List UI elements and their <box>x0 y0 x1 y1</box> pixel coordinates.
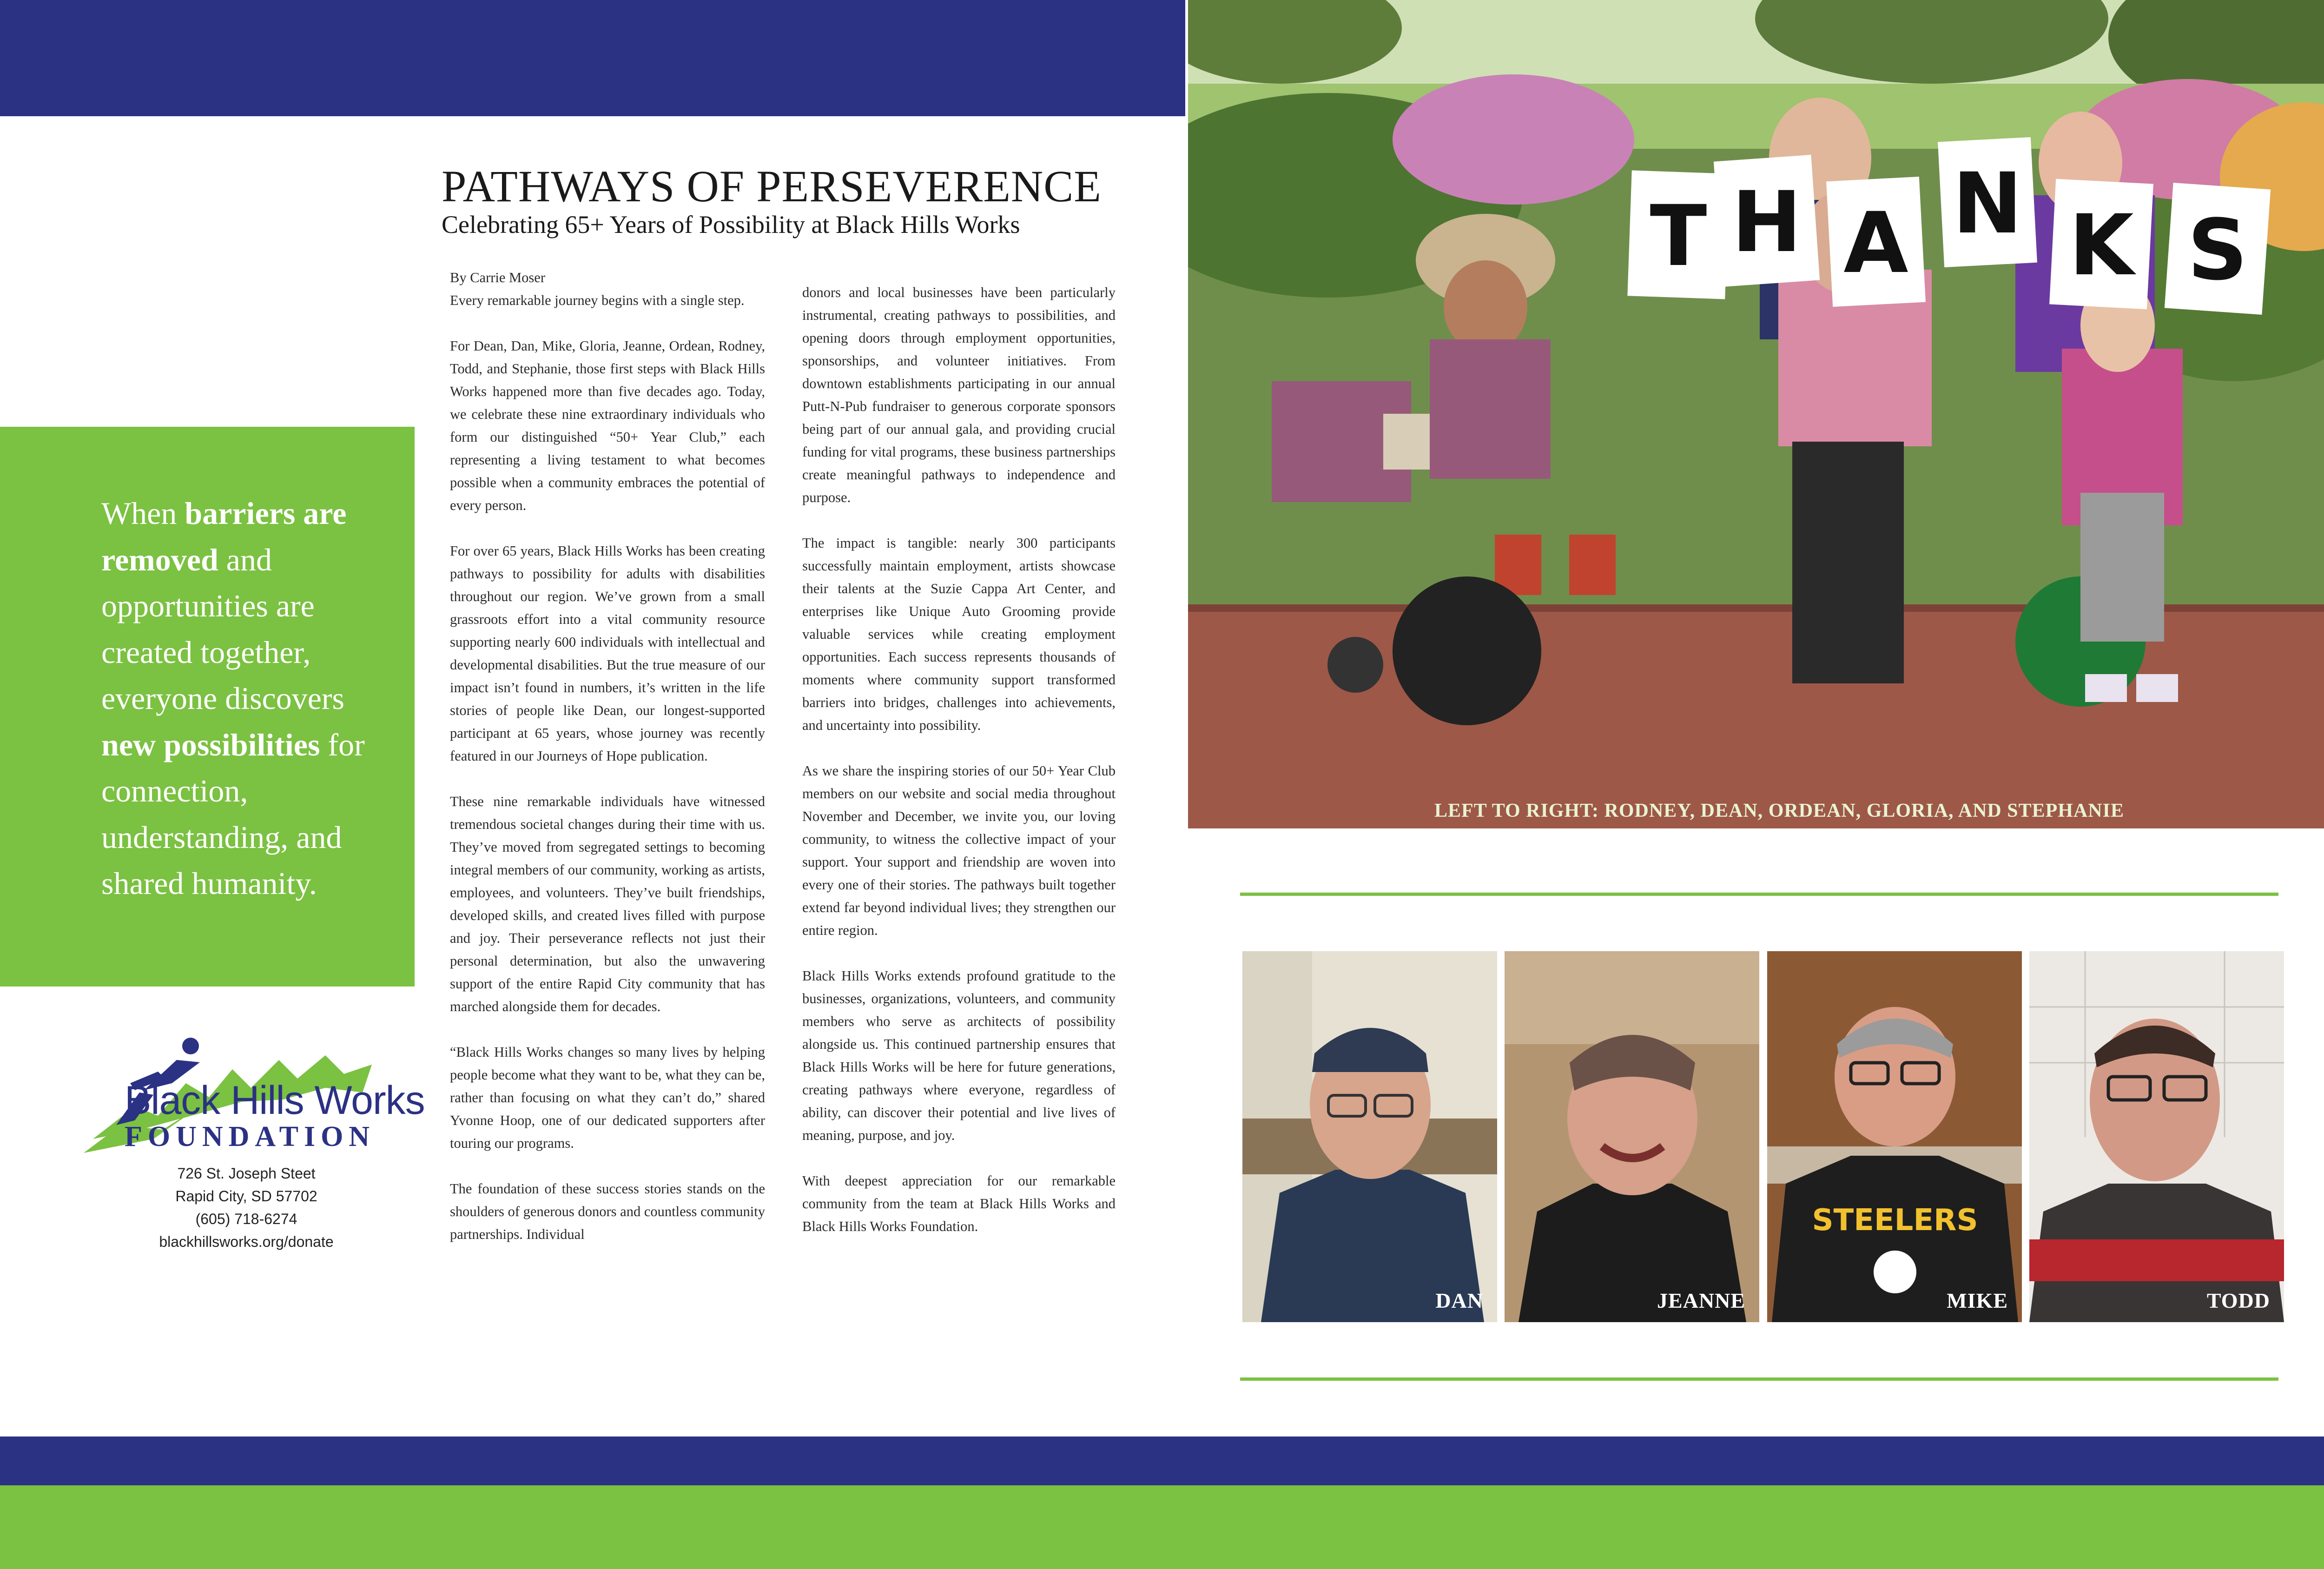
paragraph: As we share the inspiring stories of our 50+ Year Club members on our website and social media throughout November and December, we invite you, our loving community, to witness the collective impact of your support. Your support and friendship are woven into every one of their stories. The pathways built together extend far beyond individual lives; they strengthen our entire region. <box>802 763 1116 938</box>
paragraph: donors and local businesses have been particularly instrumental, creating pathways to possibilities, and opening doors through employment opportunities, sponsorships, and volunteer initiatives. From downtown establishments participating in our annual Putt-N-Pub fundraiser to generous corporate sponsors being part of our annual gala, and providing crucial funding for vital programs, these business partnerships create meaningful pathways to independence and purpose. <box>802 285 1116 505</box>
thanks-letter-s: S <box>2187 202 2248 299</box>
paragraph: Black Hills Works extends profound gratitude to the businesses, organizations, volunteers, and community members who serve as architects of possibility alongside us. This continued partnership ensures that Black Hills Works will be here for future generations, creating pathways where everyone, regardless of ability, can discover their potential and live lives of meaning, purpose, and joy. <box>802 968 1116 1143</box>
portrait-label: JEANNE <box>1657 1289 1745 1312</box>
top-navy-band <box>0 0 1185 116</box>
phone-number: (605) 718-6274 <box>195 1211 297 1227</box>
portrait-todd <box>2029 951 2284 1322</box>
portrait-mike-image <box>1767 951 2022 1322</box>
portrait-dan <box>1242 951 1497 1322</box>
article-column-1 <box>450 266 765 1269</box>
paragraph: Every remarkable journey begins with a single step. <box>450 292 745 308</box>
paragraph: “Black Hills Works changes so many lives by helping people become what they want to be, what they can be, rather than focusing on what they can’t do,” shared Yvonne Hoop, one of our dedicated supporters after touring our programs. <box>450 1044 765 1151</box>
street-address: 726 St. Joseph Steet <box>177 1165 316 1182</box>
donate-link[interactable]: blackhillsworks.org/donate <box>159 1233 334 1250</box>
portrait-mike <box>1767 951 2022 1322</box>
article-title: PATHWAYS OF PERSEVERENCE <box>442 161 1102 211</box>
article-subtitle: Celebrating 65+ Years of Possibility at Black Hills Works <box>442 211 1020 238</box>
paragraph: For Dean, Dan, Mike, Gloria, Jeanne, Ordean, Rodney, Todd, and Stephanie, those first steps with Black Hills Works happened more than five decades ago. Today, we celebrate these nine extraordinary individuals who form our distinguished “50+ Year Club,” each representing a living testament to what becomes possible when a community embraces the potential of every person. <box>450 338 765 513</box>
photo-caption: LEFT TO RIGHT: RODNEY, DEAN, ORDEAN, GLORIA, AND STEPHANIE <box>1434 800 2124 821</box>
thanks-letter-h: H <box>1731 174 1802 271</box>
divider-rule <box>1240 893 2278 896</box>
logo-wordmark: Black Hills Works <box>125 1078 425 1123</box>
logo-foundation: FOUNDATION <box>125 1121 376 1152</box>
paragraph: With deepest appreciation for our remarkable community from the team at Black Hills Works and Black Hills Works Foundation. <box>802 1173 1116 1234</box>
portrait-jeanne <box>1505 951 1759 1322</box>
thanks-letter-n: N <box>1952 155 2023 252</box>
pull-quote: When barriers are removed and opportunities are created together, everyone discovers new possibilities for connection, understanding, and shared humanity. <box>101 496 365 901</box>
portrait-dan-image <box>1242 951 1497 1322</box>
portrait-todd-image <box>2029 951 2284 1322</box>
portrait-label: TODD <box>2206 1289 2270 1312</box>
byline: By Carrie Moser <box>450 270 545 285</box>
group-thanks-photo <box>1188 0 2324 828</box>
portrait-jeanne-image <box>1505 951 1759 1322</box>
thanks-letter-t: T <box>1650 188 1707 285</box>
paragraph: For over 65 years, Black Hills Works has been creating pathways to possibility for adults with disabilities throughout our region. We’ve grown from a small grassroots effort into a vital community resource supporting nearly 600 individuals with intellectual and developmental disabilities. But the true measure of our impact isn’t found in numbers, it’s written in the life stories of people like Dean, our longest-supported participant at 65 years, whose journey was recently featured in our Journeys of Hope publication. <box>450 543 765 764</box>
bottom-green-band <box>0 1485 2324 1569</box>
divider-rule <box>1240 1377 2278 1381</box>
paragraph: These nine remarkable individuals have witnessed tremendous societal changes during their time with us. They’ve moved from segregated settings to becoming integral members of our community, working as artists, employees, and volunteers. They’ve built friendships, developed skills, and created lives filled with purpose and joy. Their perseverance reflects not just their personal determination, but also the unwavering support of the entire Rapid City community that has marched alongside them for decades. <box>450 794 765 1014</box>
portrait-label: DAN <box>1435 1289 1483 1312</box>
article-column-2 <box>802 281 1116 1261</box>
paragraph: The impact is tangible: nearly 300 participants successfully maintain employment, artists showcase their talents at the Suzie Cappa Art Center, and enterprises like Unique Auto Grooming provide valuable services while creating employment opportunities. Each success represents thousands of moments where community support transformed barriers into bridges, challenges into achievements, and uncertainty into possibility. <box>802 535 1116 733</box>
city-state-zip: Rapid City, SD 57702 <box>175 1188 317 1205</box>
portrait-label: MIKE <box>1947 1289 2008 1312</box>
bottom-navy-band <box>0 1437 2324 1485</box>
paragraph: The foundation of these success stories stands on the shoulders of generous donors and countless community partnerships. Individual <box>450 1181 765 1242</box>
svg-text:STEELERS: STEELERS <box>1812 1203 1978 1238</box>
thanks-letter-k: K <box>2069 197 2134 294</box>
contact-address <box>84 1162 409 1253</box>
thanks-letter-a: A <box>1843 195 1908 292</box>
